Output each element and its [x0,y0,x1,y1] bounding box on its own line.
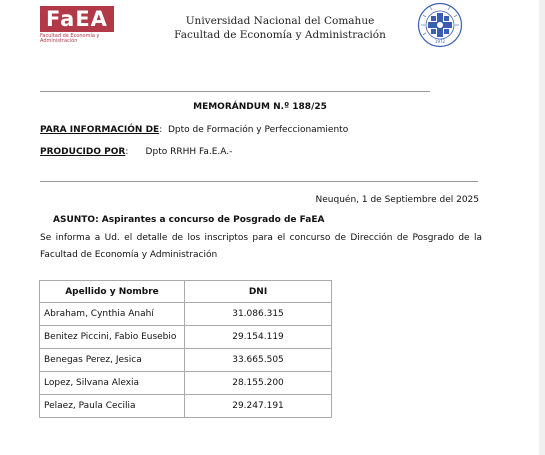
table-row [40,372,332,395]
memo-date: Neuquén, 1 de Septiembre del 2025 [315,195,479,205]
applicant-dni: 29.154.119 [185,326,332,349]
producido-por-field: PRODUCIDO POR: Dpto RRHH Fa.E.A.- [40,147,233,157]
applicant-name: Abraham, Cynthia Anahí [40,303,185,326]
memo-title: MEMORÁNDUM N.º 188/25 [193,102,327,112]
page-edge [539,0,545,455]
table-row [40,326,332,349]
table-header-row [40,281,332,303]
applicant-dni: 29.247.191 [185,395,332,418]
applicant-name: Lopez, Silvana Alexia [40,372,185,395]
faculty-name: Facultad de Economía y Administración [174,29,386,41]
divider-top [40,91,430,92]
applicant-dni: 33.665.505 [185,349,332,372]
para-informacion-value: Dpto de Formación y Perfeccionamiento [167,125,349,135]
producido-por-value: Dpto RRHH Fa.E.A.- [145,147,233,157]
para-informacion-field: PARA INFORMACIÓN DE: Dpto de Formación y Perfeccionamiento [40,125,349,135]
faea-logo [40,6,114,44]
applicant-name: Pelaez, Paula Cecilia [40,395,185,418]
logo-subtext: Facultad de Economía y Administración [40,33,100,44]
university-heading [130,14,430,42]
divider-middle [40,181,478,182]
table-row [40,349,332,372]
producido-por-label: PRODUCIDO POR [40,147,126,157]
applicant-name: Benegas Perez, Jesica [40,349,185,372]
applicant-name: Benitez Piccini, Fabio Eusebio [40,326,185,349]
column-header-name: Apellido y Nombre [40,281,185,303]
seal-year: 1972 [434,39,446,44]
applicants-table [39,280,332,418]
table-row [40,303,332,326]
memo-subject: ASUNTO: Aspirantes a concurso de Posgrado de FaEA [53,215,325,225]
memo-body: Se informa a Ud. el detalle de los inscriptos para el concurso de Dirección de Posgrado de la Facultad de Economía y Administración [40,233,482,260]
university-seal-icon [417,2,463,48]
university-name: Universidad Nacional del Comahue [185,15,375,27]
applicant-dni: 31.086.315 [185,303,332,326]
table-row [40,395,332,418]
applicant-dni: 28.155.200 [185,372,332,395]
logo-mark: FaEA [40,6,114,32]
para-informacion-label: PARA INFORMACIÓN DE [40,125,160,135]
column-header-dni: DNI [185,281,332,303]
